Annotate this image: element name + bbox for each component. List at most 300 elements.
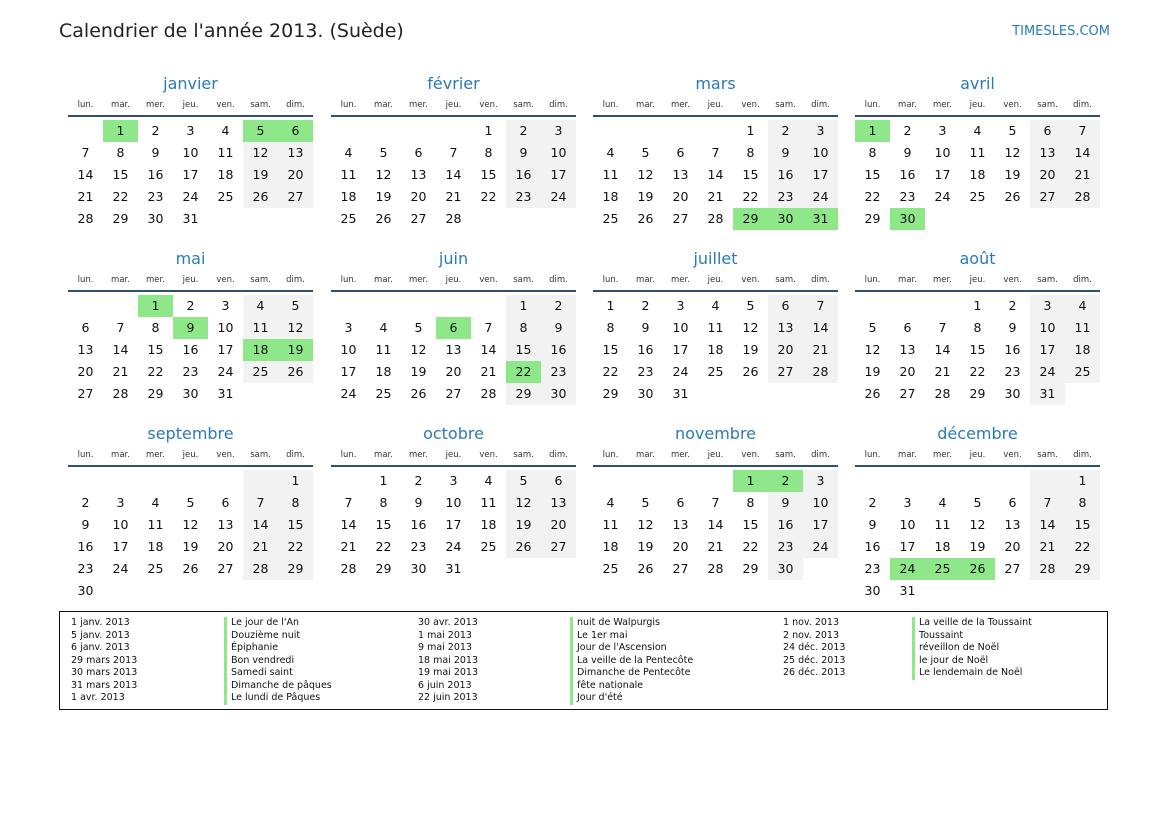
day-cell: 13 <box>541 492 576 514</box>
week-row <box>593 470 838 492</box>
day-cell: 13 <box>77 342 94 357</box>
day-cell: 28 <box>243 558 278 580</box>
day-cell: 26 <box>506 536 541 558</box>
day-cell: 19 <box>742 342 759 357</box>
day-cell: 27 <box>77 386 94 401</box>
day-cell: 8 <box>151 320 160 335</box>
week-row <box>331 186 576 208</box>
empty-cell <box>995 208 1030 230</box>
legend-holiday-name: Dimanche de pâques <box>224 680 332 693</box>
weekday-label: sam. <box>775 450 796 460</box>
day-cell: 29 <box>278 558 313 580</box>
day-cell: 20 <box>899 364 916 379</box>
day-cell: 21 <box>1065 164 1100 186</box>
day-cell: 24 <box>934 189 951 204</box>
weekday-label: mar. <box>636 100 655 110</box>
day-cell: 11 <box>375 342 392 357</box>
empty-cell <box>173 470 208 492</box>
weekday-label: dim. <box>549 275 568 285</box>
day-cell: 12 <box>742 320 759 335</box>
day-cell: 16 <box>864 539 881 554</box>
day-cell: 15 <box>1065 514 1100 536</box>
weekday-header <box>68 97 313 117</box>
day-cell: 10 <box>803 142 838 164</box>
week-row <box>331 383 576 405</box>
day-cell: 15 <box>969 342 986 357</box>
day-cell: 30 <box>637 386 654 401</box>
weekday-label: ven. <box>479 450 498 460</box>
day-cell: 18 <box>602 539 619 554</box>
month-6 <box>593 248 838 405</box>
weekday-label: lun. <box>602 100 619 110</box>
legend-holiday-name: Douzième nuit <box>224 630 332 643</box>
day-cell: 29 <box>733 208 768 230</box>
weekday-label: lun. <box>340 450 357 460</box>
day-cell: 15 <box>742 167 759 182</box>
day-cell: 29 <box>112 211 129 226</box>
day-cell: 12 <box>375 167 392 182</box>
day-cell: 10 <box>445 495 462 510</box>
empty-cell <box>436 120 471 142</box>
day-cell: 31 <box>445 561 462 576</box>
weekday-label: mer. <box>933 450 952 460</box>
empty-cell <box>663 120 698 142</box>
day-cell: 21 <box>243 536 278 558</box>
empty-cell <box>68 470 103 492</box>
weekday-label: lun. <box>77 450 94 460</box>
day-cell: 10 <box>541 142 576 164</box>
day-cell: 14 <box>934 342 951 357</box>
weekday-label: jeu. <box>182 100 199 110</box>
day-cell: 24 <box>541 186 576 208</box>
day-cell: 4 <box>344 145 353 160</box>
day-cell: 13 <box>672 167 689 182</box>
weekday-label: mer. <box>671 450 690 460</box>
weekday-label: jeu. <box>707 450 724 460</box>
day-cell: 6 <box>1008 495 1017 510</box>
weekday-label: dim. <box>549 450 568 460</box>
empty-cell <box>663 470 698 492</box>
legend-holiday-name: La veille de la Toussaint <box>912 617 1032 630</box>
weekday-label: lun. <box>77 275 94 285</box>
day-cell: 25 <box>925 558 960 580</box>
legend-holiday-name: fête nationale <box>570 680 693 693</box>
empty-cell <box>890 470 925 492</box>
day-cell: 5 <box>641 145 650 160</box>
day-cell: 24 <box>803 536 838 558</box>
weekday-label: jeu. <box>445 450 462 460</box>
day-cell: 13 <box>768 317 803 339</box>
site-link[interactable]: TIMESLES.COM <box>1012 24 1110 39</box>
day-cell: 8 <box>746 145 755 160</box>
month-name: avril <box>960 74 995 93</box>
day-cell: 14 <box>340 517 357 532</box>
empty-cell <box>401 295 436 317</box>
day-cell: 1 <box>278 470 313 492</box>
day-cell: 9 <box>641 320 650 335</box>
day-cell: 23 <box>147 189 164 204</box>
empty-cell <box>471 558 506 580</box>
empty-cell <box>68 295 103 317</box>
day-cell: 27 <box>1030 186 1065 208</box>
weekday-header <box>331 272 576 292</box>
day-cell: 14 <box>707 517 724 532</box>
legend-date: 30 mars 2013 <box>71 667 138 678</box>
weekday-header <box>68 447 313 467</box>
day-cell: 6 <box>1030 120 1065 142</box>
legend-holiday-name: Jour de l'Ascension <box>570 642 693 655</box>
weekday-label: dim. <box>1073 275 1092 285</box>
day-cell: 5 <box>186 495 195 510</box>
day-cell: 11 <box>707 320 724 335</box>
weekday-label: mar. <box>111 450 130 460</box>
weekday-label: lun. <box>864 275 881 285</box>
week-row <box>593 492 838 514</box>
day-cell: 26 <box>637 211 654 226</box>
empty-cell <box>628 470 663 492</box>
weekday-label: dim. <box>1073 450 1092 460</box>
week-row <box>593 383 838 405</box>
week-row <box>68 470 313 492</box>
legend-holiday-name: Toussaint <box>912 630 1032 643</box>
day-cell: 1 <box>103 120 138 142</box>
day-cell: 4 <box>484 473 493 488</box>
empty-cell <box>698 383 733 405</box>
day-cell: 3 <box>449 473 458 488</box>
day-cell: 2 <box>186 298 195 313</box>
month-7 <box>855 248 1100 405</box>
day-cell: 21 <box>480 364 497 379</box>
empty-cell <box>331 470 366 492</box>
empty-cell <box>628 120 663 142</box>
weekday-label: lun. <box>340 275 357 285</box>
day-cell: 17 <box>899 539 916 554</box>
day-cell: 18 <box>969 167 986 182</box>
day-cell: 24 <box>182 189 199 204</box>
day-cell: 28 <box>934 386 951 401</box>
day-cell: 16 <box>77 539 94 554</box>
week-row <box>68 492 313 514</box>
day-cell: 3 <box>676 298 685 313</box>
empty-cell <box>925 295 960 317</box>
week-row <box>331 470 576 492</box>
day-cell: 7 <box>711 495 720 510</box>
day-cell: 16 <box>410 517 427 532</box>
day-cell: 6 <box>221 495 230 510</box>
day-cell: 11 <box>1065 317 1100 339</box>
day-cell: 16 <box>768 514 803 536</box>
weekday-label: mar. <box>898 100 917 110</box>
weekday-label: lun. <box>602 275 619 285</box>
empty-cell <box>541 208 576 230</box>
day-cell: 2 <box>81 495 90 510</box>
empty-cell <box>138 470 173 492</box>
weekday-label: ven. <box>741 275 760 285</box>
empty-cell <box>243 383 278 405</box>
day-cell: 16 <box>1004 342 1021 357</box>
month-2 <box>593 73 838 230</box>
day-cell: 19 <box>243 164 278 186</box>
week-row <box>593 361 838 383</box>
empty-cell <box>593 120 628 142</box>
weekday-label: jeu. <box>182 275 199 285</box>
weekday-label: jeu. <box>969 275 986 285</box>
day-cell: 17 <box>1030 339 1065 361</box>
empty-cell <box>103 295 138 317</box>
day-cell: 1 <box>855 120 890 142</box>
month-0 <box>68 73 313 230</box>
day-cell: 30 <box>864 583 881 598</box>
day-cell: 24 <box>112 561 129 576</box>
day-cell: 1 <box>506 295 541 317</box>
day-cell: 9 <box>868 517 877 532</box>
day-cell: 13 <box>1004 517 1021 532</box>
weekday-label: sam. <box>513 100 534 110</box>
day-cell: 20 <box>445 364 462 379</box>
day-cell: 6 <box>676 145 685 160</box>
day-cell: 12 <box>243 142 278 164</box>
day-cell: 26 <box>864 386 881 401</box>
day-cell: 12 <box>1004 145 1021 160</box>
legend-holiday-name: Le lendemain de Noël <box>912 667 1032 680</box>
day-cell: 4 <box>1065 295 1100 317</box>
day-cell: 3 <box>116 495 125 510</box>
day-cell: 23 <box>768 186 803 208</box>
day-cell: 5 <box>506 470 541 492</box>
day-cell: 17 <box>182 167 199 182</box>
day-cell: 31 <box>182 211 199 226</box>
legend-names <box>224 617 332 705</box>
day-cell: 2 <box>768 470 803 492</box>
weekday-label: mer. <box>409 450 428 460</box>
day-cell: 5 <box>641 495 650 510</box>
day-cell: 27 <box>278 186 313 208</box>
empty-cell <box>401 120 436 142</box>
day-cell: 18 <box>375 364 392 379</box>
weekday-label: sam. <box>513 275 534 285</box>
day-cell: 11 <box>934 517 951 532</box>
legend-date: 29 mars 2013 <box>71 654 138 666</box>
day-cell: 4 <box>243 295 278 317</box>
empty-cell <box>278 208 313 230</box>
empty-cell <box>698 470 733 492</box>
day-cell: 7 <box>243 492 278 514</box>
day-cell: 5 <box>746 298 755 313</box>
week-row <box>331 339 576 361</box>
weekday-header <box>593 97 838 117</box>
week-row <box>331 164 576 186</box>
legend-dates <box>418 617 478 705</box>
day-cell: 21 <box>1030 536 1065 558</box>
day-cell: 10 <box>934 145 951 160</box>
day-cell: 3 <box>1030 295 1065 317</box>
weekday-label: jeu. <box>445 275 462 285</box>
empty-cell <box>1030 580 1065 602</box>
day-cell: 29 <box>506 383 541 405</box>
day-cell: 22 <box>375 539 392 554</box>
day-cell: 24 <box>803 186 838 208</box>
day-cell: 19 <box>1004 167 1021 182</box>
week-row <box>331 208 576 230</box>
weekday-header <box>855 272 1100 292</box>
month-4 <box>68 248 313 405</box>
day-cell: 3 <box>803 470 838 492</box>
legend-date: 5 janv. 2013 <box>71 629 130 641</box>
day-cell: 14 <box>112 342 129 357</box>
month-name: décembre <box>937 424 1018 443</box>
weekday-label: dim. <box>286 275 305 285</box>
day-cell: 27 <box>899 386 916 401</box>
empty-cell <box>960 208 995 230</box>
day-cell: 30 <box>768 558 803 580</box>
legend-holiday-name: réveillon de Noël <box>912 642 1032 655</box>
empty-cell <box>68 120 103 142</box>
day-cell: 1 <box>973 298 982 313</box>
week-row <box>855 536 1100 558</box>
day-cell: 12 <box>864 342 881 357</box>
legend-holiday-name: Bon vendredi <box>224 655 332 668</box>
legend-date: 18 mai 2013 <box>418 654 479 666</box>
day-cell: 21 <box>934 364 951 379</box>
day-cell: 18 <box>480 517 497 532</box>
empty-cell <box>208 208 243 230</box>
weekday-label: jeu. <box>445 100 462 110</box>
day-cell: 5 <box>243 120 278 142</box>
day-cell: 9 <box>506 142 541 164</box>
week-row <box>68 580 313 602</box>
day-cell: 19 <box>375 189 392 204</box>
week-row <box>331 317 576 339</box>
month-name: octobre <box>423 424 484 443</box>
month-name: juillet <box>693 249 738 268</box>
day-cell: 2 <box>414 473 423 488</box>
day-cell: 2 <box>1008 298 1017 313</box>
legend-holiday-name: nuit de Walpurgis <box>570 617 693 630</box>
month-name: août <box>959 249 996 268</box>
month-name: septembre <box>147 424 234 443</box>
month-name: mars <box>695 74 736 93</box>
week-row <box>68 120 313 142</box>
day-cell: 22 <box>112 189 129 204</box>
day-cell: 29 <box>1065 558 1100 580</box>
empty-cell <box>278 383 313 405</box>
day-cell: 20 <box>77 364 94 379</box>
day-cell: 1 <box>379 473 388 488</box>
empty-cell <box>208 580 243 602</box>
day-cell: 23 <box>899 189 916 204</box>
empty-cell <box>768 383 803 405</box>
day-cell: 5 <box>868 320 877 335</box>
day-cell: 3 <box>803 120 838 142</box>
month-9 <box>331 423 576 580</box>
day-cell: 23 <box>506 186 541 208</box>
day-cell: 17 <box>340 364 357 379</box>
day-cell: 15 <box>147 342 164 357</box>
day-cell: 2 <box>151 123 160 138</box>
weekday-header <box>593 272 838 292</box>
weekday-label: mar. <box>111 275 130 285</box>
legend-holiday-name: Dimanche de Pentecôte <box>570 667 693 680</box>
day-cell: 31 <box>1030 383 1065 405</box>
day-cell: 15 <box>864 167 881 182</box>
day-cell: 16 <box>541 339 576 361</box>
day-cell: 20 <box>278 164 313 186</box>
weekday-label: mer. <box>671 100 690 110</box>
day-cell: 13 <box>445 342 462 357</box>
day-cell: 9 <box>903 145 912 160</box>
month-5 <box>331 248 576 405</box>
empty-cell <box>366 295 401 317</box>
day-cell: 3 <box>344 320 353 335</box>
day-cell: 15 <box>480 167 497 182</box>
week-row <box>331 142 576 164</box>
weekday-label: jeu. <box>707 100 724 110</box>
empty-cell <box>593 470 628 492</box>
day-cell: 17 <box>803 514 838 536</box>
week-row <box>593 120 838 142</box>
day-cell: 2 <box>868 495 877 510</box>
day-cell: 4 <box>973 123 982 138</box>
day-cell: 11 <box>602 167 619 182</box>
day-cell: 28 <box>803 361 838 383</box>
weekday-label: ven. <box>216 100 235 110</box>
day-cell: 26 <box>637 561 654 576</box>
weekday-label: mer. <box>146 100 165 110</box>
day-cell: 26 <box>410 386 427 401</box>
day-cell: 29 <box>742 561 759 576</box>
day-cell: 28 <box>1065 186 1100 208</box>
day-cell: 22 <box>147 364 164 379</box>
empty-cell <box>698 120 733 142</box>
day-cell: 3 <box>186 123 195 138</box>
day-cell: 13 <box>278 142 313 164</box>
week-row <box>68 383 313 405</box>
day-cell: 10 <box>217 320 234 335</box>
week-row <box>331 536 576 558</box>
day-cell: 28 <box>480 386 497 401</box>
empty-cell <box>138 580 173 602</box>
day-cell: 22 <box>1065 536 1100 558</box>
day-cell: 27 <box>672 211 689 226</box>
week-row <box>68 339 313 361</box>
day-cell: 6 <box>278 120 313 142</box>
day-cell: 27 <box>541 536 576 558</box>
day-cell: 6 <box>81 320 90 335</box>
month-name: mai <box>175 249 206 268</box>
empty-cell <box>803 383 838 405</box>
day-cell: 14 <box>480 342 497 357</box>
weekday-label: dim. <box>811 450 830 460</box>
weekday-label: mar. <box>374 275 393 285</box>
legend-date: 25 déc. 2013 <box>783 654 846 666</box>
day-cell: 6 <box>436 317 471 339</box>
weekday-label: mar. <box>898 450 917 460</box>
day-cell: 28 <box>77 211 94 226</box>
weekday-label: ven. <box>1003 450 1022 460</box>
day-cell: 2 <box>506 120 541 142</box>
day-cell: 29 <box>147 386 164 401</box>
weekday-label: mar. <box>636 275 655 285</box>
weekday-label: mer. <box>933 100 952 110</box>
month-10 <box>593 423 838 580</box>
legend-date: 26 déc. 2013 <box>783 667 846 678</box>
day-cell: 9 <box>1008 320 1017 335</box>
legend-holiday-name: Le lundi de Pâques <box>224 692 332 705</box>
weekday-label: sam. <box>250 275 271 285</box>
empty-cell <box>208 470 243 492</box>
day-cell: 12 <box>506 492 541 514</box>
day-cell: 23 <box>637 364 654 379</box>
